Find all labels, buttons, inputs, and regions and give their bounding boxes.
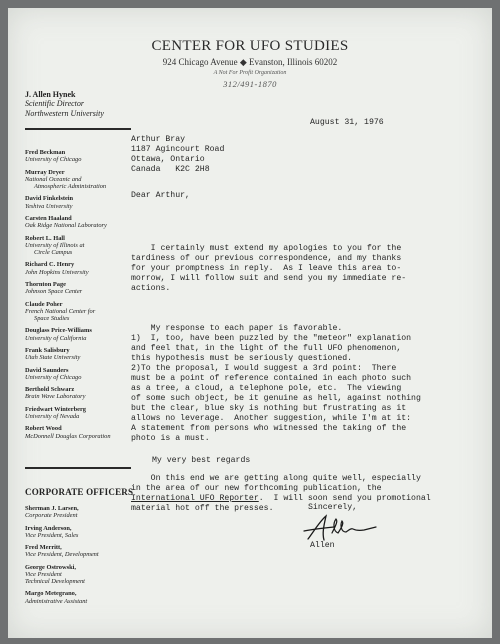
body-paragraph-3 <box>131 474 431 514</box>
board-member <box>25 327 145 341</box>
letterhead-title: CENTER FOR UFO STUDIES <box>151 38 349 54</box>
board-member-name: Thornton Page <box>25 280 67 288</box>
letterhead-address: 924 Chicago Avenue ◆ Evanston, Illinois 60202 <box>162 57 338 67</box>
officer-title: Vice President <box>25 570 62 578</box>
inside-address <box>131 135 224 175</box>
board-member <box>25 301 145 323</box>
letter-date: August 31, 1976 <box>310 118 384 127</box>
board-member-affiliation: John Hopkins University <box>25 268 89 276</box>
board-member-name: David Finkelstein <box>25 195 74 203</box>
address-line: Ottawa, Ontario <box>131 155 205 164</box>
board-member <box>25 281 145 295</box>
board-member-affiliation: University of Illinois at <box>25 241 85 249</box>
signed-name: Allen <box>310 541 335 550</box>
board-members-list <box>25 149 145 445</box>
officer-name: Irving Anderson, <box>25 524 72 532</box>
board-member <box>25 215 145 229</box>
corporate-officers-heading: CORPORATE OFFICERS <box>25 487 134 497</box>
paragraph-text: On this end we are getting along quite well, especially in the area of our new forthcoming publication, the <box>131 474 421 493</box>
officer <box>25 564 145 585</box>
board-member <box>25 386 145 400</box>
officer-title: Vice President, Sales <box>25 531 79 539</box>
officer-title: Vice President, Development <box>25 551 99 559</box>
handwritten-signature <box>302 513 382 543</box>
board-member-affiliation: Utah State University <box>25 354 81 362</box>
scientific-director-block <box>25 90 104 118</box>
board-member-affiliation: Circle Campus <box>34 248 73 256</box>
board-member-affiliation: Brain Wave Laboratory <box>25 393 86 401</box>
board-member-name: Fred Beckman <box>25 149 66 156</box>
body-paragraph-2: My response to each paper is favorable. 1) I, too, have been puzzled by the "meteor" explanation and feel that, in the light of the full UFO phenomenon, this hypothesis must be seriously questioned. 2)To the proposal, I would suggest a 3rd point: There must be a point of reference contained in each photo such as a tree, a cloud, a telephone pole, etc. The viewing of some such object, be it genuine as hell, against nothing but the clear, blue sky is nothing but frustrating as it allows no leverage. Another suggestion, while I'm at it: A statement from persons who witnessed the taking of the photo is a must. <box>131 324 421 443</box>
board-member-affiliation: University of Chicago <box>25 373 82 381</box>
letterhead-phone: 312/491-1870 <box>223 79 277 89</box>
closing-sincerely: Sincerely, <box>308 503 358 512</box>
board-member-name: Frank Salisbury <box>25 346 70 354</box>
letterhead-nonprofit-line: A Not For Profit Organization <box>213 70 287 76</box>
officer <box>25 525 145 539</box>
board-member <box>25 425 145 439</box>
officer-title: Technical Development <box>25 577 85 585</box>
sidebar-divider <box>25 467 131 469</box>
director-title: Scientific Director <box>25 99 85 109</box>
letter-page <box>8 8 492 638</box>
body-paragraph-1: I certainly must extend my apologies to you for the tardiness of our previous correspondence, and my thanks for your promptness in reply. As I leave this area to- morrow, I will follow suit and send you my immediate re- actions. <box>131 244 407 293</box>
publication-title: International UFO Reporter <box>131 494 259 503</box>
board-member-affiliation: National Oceanic and <box>25 175 82 183</box>
board-member <box>25 347 145 361</box>
closing-regards: My very best regards <box>152 456 251 465</box>
board-member-name: David Saunders <box>25 366 69 374</box>
board-member-affiliation: University of Nevada <box>25 412 80 420</box>
address-line: Arthur Bray <box>131 135 186 144</box>
board-member-name: Berthold Schwarz <box>25 386 75 394</box>
board-member <box>25 149 145 163</box>
officer-title: Administrative Assistant <box>25 597 88 605</box>
board-member-name: Friedwart Winterberg <box>25 405 86 413</box>
board-member-name: Carsten Haaland <box>25 214 72 222</box>
board-member <box>25 235 145 257</box>
officer <box>25 505 145 519</box>
address-line: 1187 Agincourt Road <box>131 145 225 154</box>
board-member <box>25 261 145 275</box>
board-member-affiliation: Oak Ridge National Laboratory <box>25 222 107 230</box>
director-affiliation: Northwestern University <box>25 108 104 118</box>
salutation: Dear Arthur, <box>131 191 190 200</box>
board-member-affiliation: French National Center for <box>25 307 96 315</box>
board-member <box>25 367 145 381</box>
board-member <box>25 169 145 191</box>
board-member-name: Murray Dryer <box>25 168 65 176</box>
board-member <box>25 406 145 420</box>
director-name: J. Allen Hynek <box>25 90 76 99</box>
officer-name: Sherman J. Larsen, <box>25 505 79 512</box>
board-member-name: Claude Poher <box>25 300 63 308</box>
board-member-name: Robert Wood <box>25 425 62 433</box>
board-member-affiliation: McDonnell Douglas Corporation <box>25 432 111 440</box>
officer-name: George Ostrowski, <box>25 563 77 571</box>
officer-name: Margo Metegrano, <box>25 590 77 598</box>
address-line: Canada K2C 2H8 <box>131 165 210 174</box>
officer-title: Corporate President <box>25 512 78 520</box>
officer-name: Fred Merritt, <box>25 544 62 552</box>
board-member <box>25 195 145 209</box>
board-member-name: Robert L. Hall <box>25 234 65 242</box>
board-member-affiliation: Space Studies <box>34 314 70 322</box>
board-member-affiliation: Yeshiva University <box>25 202 73 210</box>
board-member-name: Richard C. Henry <box>25 261 75 269</box>
board-member-affiliation: University of Chicago <box>25 156 82 164</box>
board-member-affiliation: University of California <box>25 334 87 342</box>
officer <box>25 590 145 604</box>
board-member-affiliation: Atmospheric Administration <box>34 183 107 190</box>
corporate-officers-list <box>25 505 145 610</box>
board-member-name: Douglass Price-Williams <box>25 327 92 335</box>
sidebar-divider <box>25 128 131 130</box>
paragraph-text: . I will soon send you promotional material hot off the presses. <box>131 494 431 513</box>
letter-body <box>131 224 431 544</box>
board-member-affiliation: Johnson Space Center <box>25 288 83 296</box>
officer <box>25 544 145 558</box>
